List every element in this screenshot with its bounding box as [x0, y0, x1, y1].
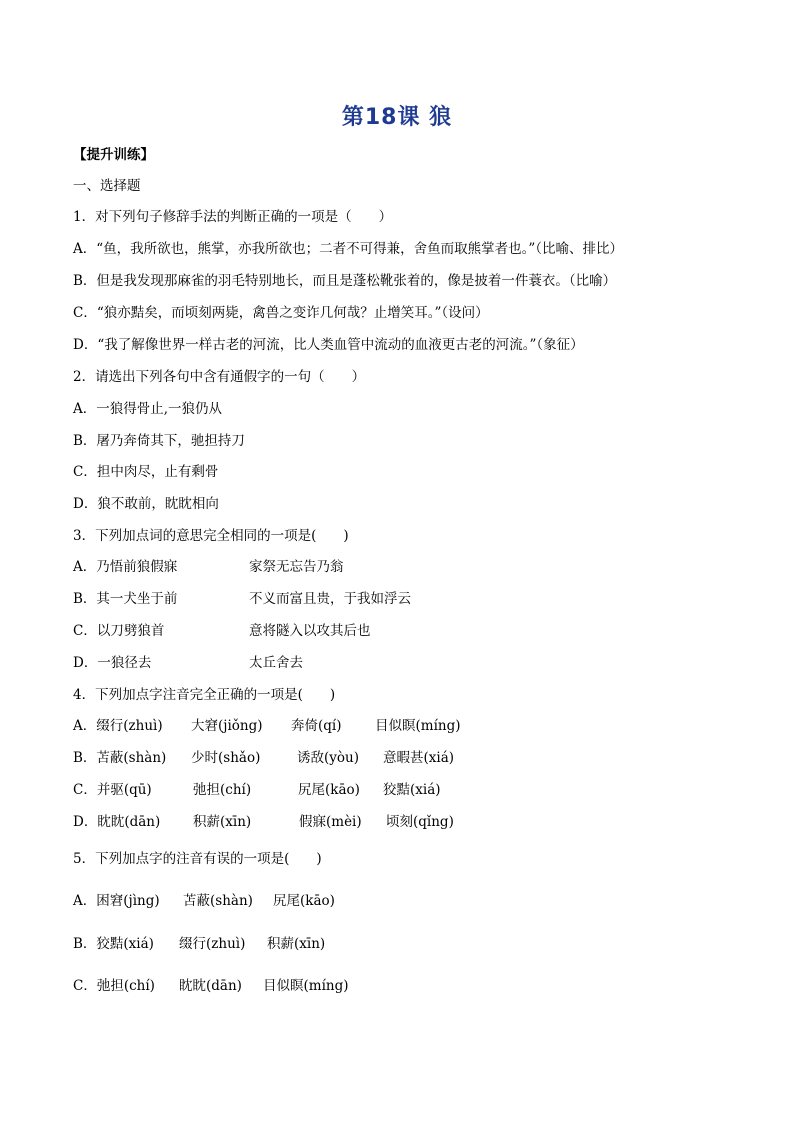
q5-b-1: B．狡黠(xiá): [73, 936, 154, 952]
q4-option-d: [73, 813, 454, 831]
q3-b-left: B．其一犬坐于前: [73, 591, 178, 607]
q4-option-a: [73, 717, 461, 735]
q3-option-d: [73, 654, 303, 672]
q3-c-right: 意将隧入以攻其后也: [249, 623, 371, 639]
q3-d-left: D．一狼径去: [73, 655, 152, 671]
q1-stem: 1．对下列句子修辞手法的判断正确的一项是（ ）: [73, 209, 393, 225]
q3-d-right: 太丘舍去: [249, 655, 303, 671]
q3-stem: 3．下列加点词的意思完全相同的一项是( ): [73, 528, 349, 544]
q4-c-2: 弛担(chí): [193, 782, 252, 798]
q5-c-1: C．弛担(chí): [73, 978, 155, 994]
q1-option-a: A．“鱼，我所欲也，熊掌，亦我所欲也；二者不可得兼，舍鱼而取熊掌者也。”（比喻、排比）: [73, 241, 624, 257]
q5-option-c: [73, 977, 349, 995]
section-heading: 一、选择题: [73, 178, 141, 194]
q4-a-1: A．缀行(zhuì): [73, 718, 163, 734]
q5-a-2: 苫蔽(shàn): [183, 893, 253, 909]
q3-a-left: A．乃悟前狼假寐: [73, 559, 178, 575]
q5-option-b: [73, 935, 325, 953]
q2-option-c: C．担中肉尽，止有剩骨: [73, 464, 219, 480]
q4-option-c: [73, 781, 441, 799]
q2-stem: 2．请选出下列各句中含有通假字的一句（ ）: [73, 369, 366, 385]
q3-b-right: 不义而富且贵，于我如浮云: [249, 591, 411, 607]
q5-b-3: 积薪(xīn): [267, 936, 326, 952]
q5-c-3: 目似瞑(míng): [263, 978, 349, 994]
q4-d-1: D．眈眈(dān): [73, 814, 161, 830]
q4-b-3: 诱敌(yòu): [297, 750, 359, 766]
q5-c-2: 眈眈(dān): [179, 978, 242, 994]
q1-option-b: B．但是我发现那麻雀的羽毛特别地长，而且是蓬松靴张着的，像是披着一件蓑衣。（比喻）: [73, 273, 617, 289]
q4-a-4: 目似瞑(míng): [375, 718, 461, 734]
q4-c-1: C．并驱(qū): [73, 782, 152, 798]
q1-option-c: C．“狼亦黠矣，而顷刻两毙，禽兽之变诈几何哉？止增笑耳。”（设问）: [73, 305, 489, 321]
q2-option-b: B．屠乃奔倚其下，驰担持刀: [73, 433, 245, 449]
q3-option-b: [73, 590, 411, 608]
q5-stem: 5．下列加点字的注音有误的一项是( ): [73, 851, 322, 867]
q4-c-3: 尻尾(kāo): [298, 782, 360, 798]
page-title: 第18课 狼: [341, 105, 453, 130]
q4-b-4: 意暇甚(xiá): [383, 750, 455, 766]
q3-c-left: C．以刀劈狼首: [73, 623, 165, 639]
section-tag: 【提升训练】: [73, 147, 154, 163]
q4-a-2: 大窘(jiǒng): [191, 718, 263, 734]
q2-option-a: A．一狼得骨止,一狼仍从: [73, 401, 223, 417]
q4-stem: 4．下列加点字注音完全正确的一项是( ): [73, 687, 336, 703]
q4-d-2: 积薪(xīn): [193, 814, 252, 830]
q4-d-4: 顷刻(qǐng): [386, 814, 454, 830]
q4-option-b: [73, 749, 454, 767]
q4-b-1: B．苫蔽(shàn): [73, 750, 167, 766]
q3-option-a: [73, 558, 344, 576]
q5-a-3: 尻尾(kāo): [273, 893, 335, 909]
q3-a-right: 家祭无忘告乃翁: [249, 559, 344, 575]
q4-b-2: 少时(shǎo): [191, 750, 261, 766]
q5-b-2: 缀行(zhuì): [179, 936, 246, 952]
q4-c-4: 狡黠(xiá): [383, 782, 441, 798]
q4-d-3: 假寐(mèi): [299, 814, 362, 830]
q5-option-a: [73, 892, 335, 910]
q2-option-d: D．狼不敢前，眈眈相向: [73, 496, 219, 512]
q4-a-3: 奔倚(qí): [291, 718, 342, 734]
q1-option-d: D．“我了解像世界一样古老的河流，比人类血管中流动的血液更古老的河流。”（象征）: [73, 337, 584, 353]
q3-option-c: [73, 622, 371, 640]
q5-a-1: A．困窘(jìng): [73, 893, 160, 909]
